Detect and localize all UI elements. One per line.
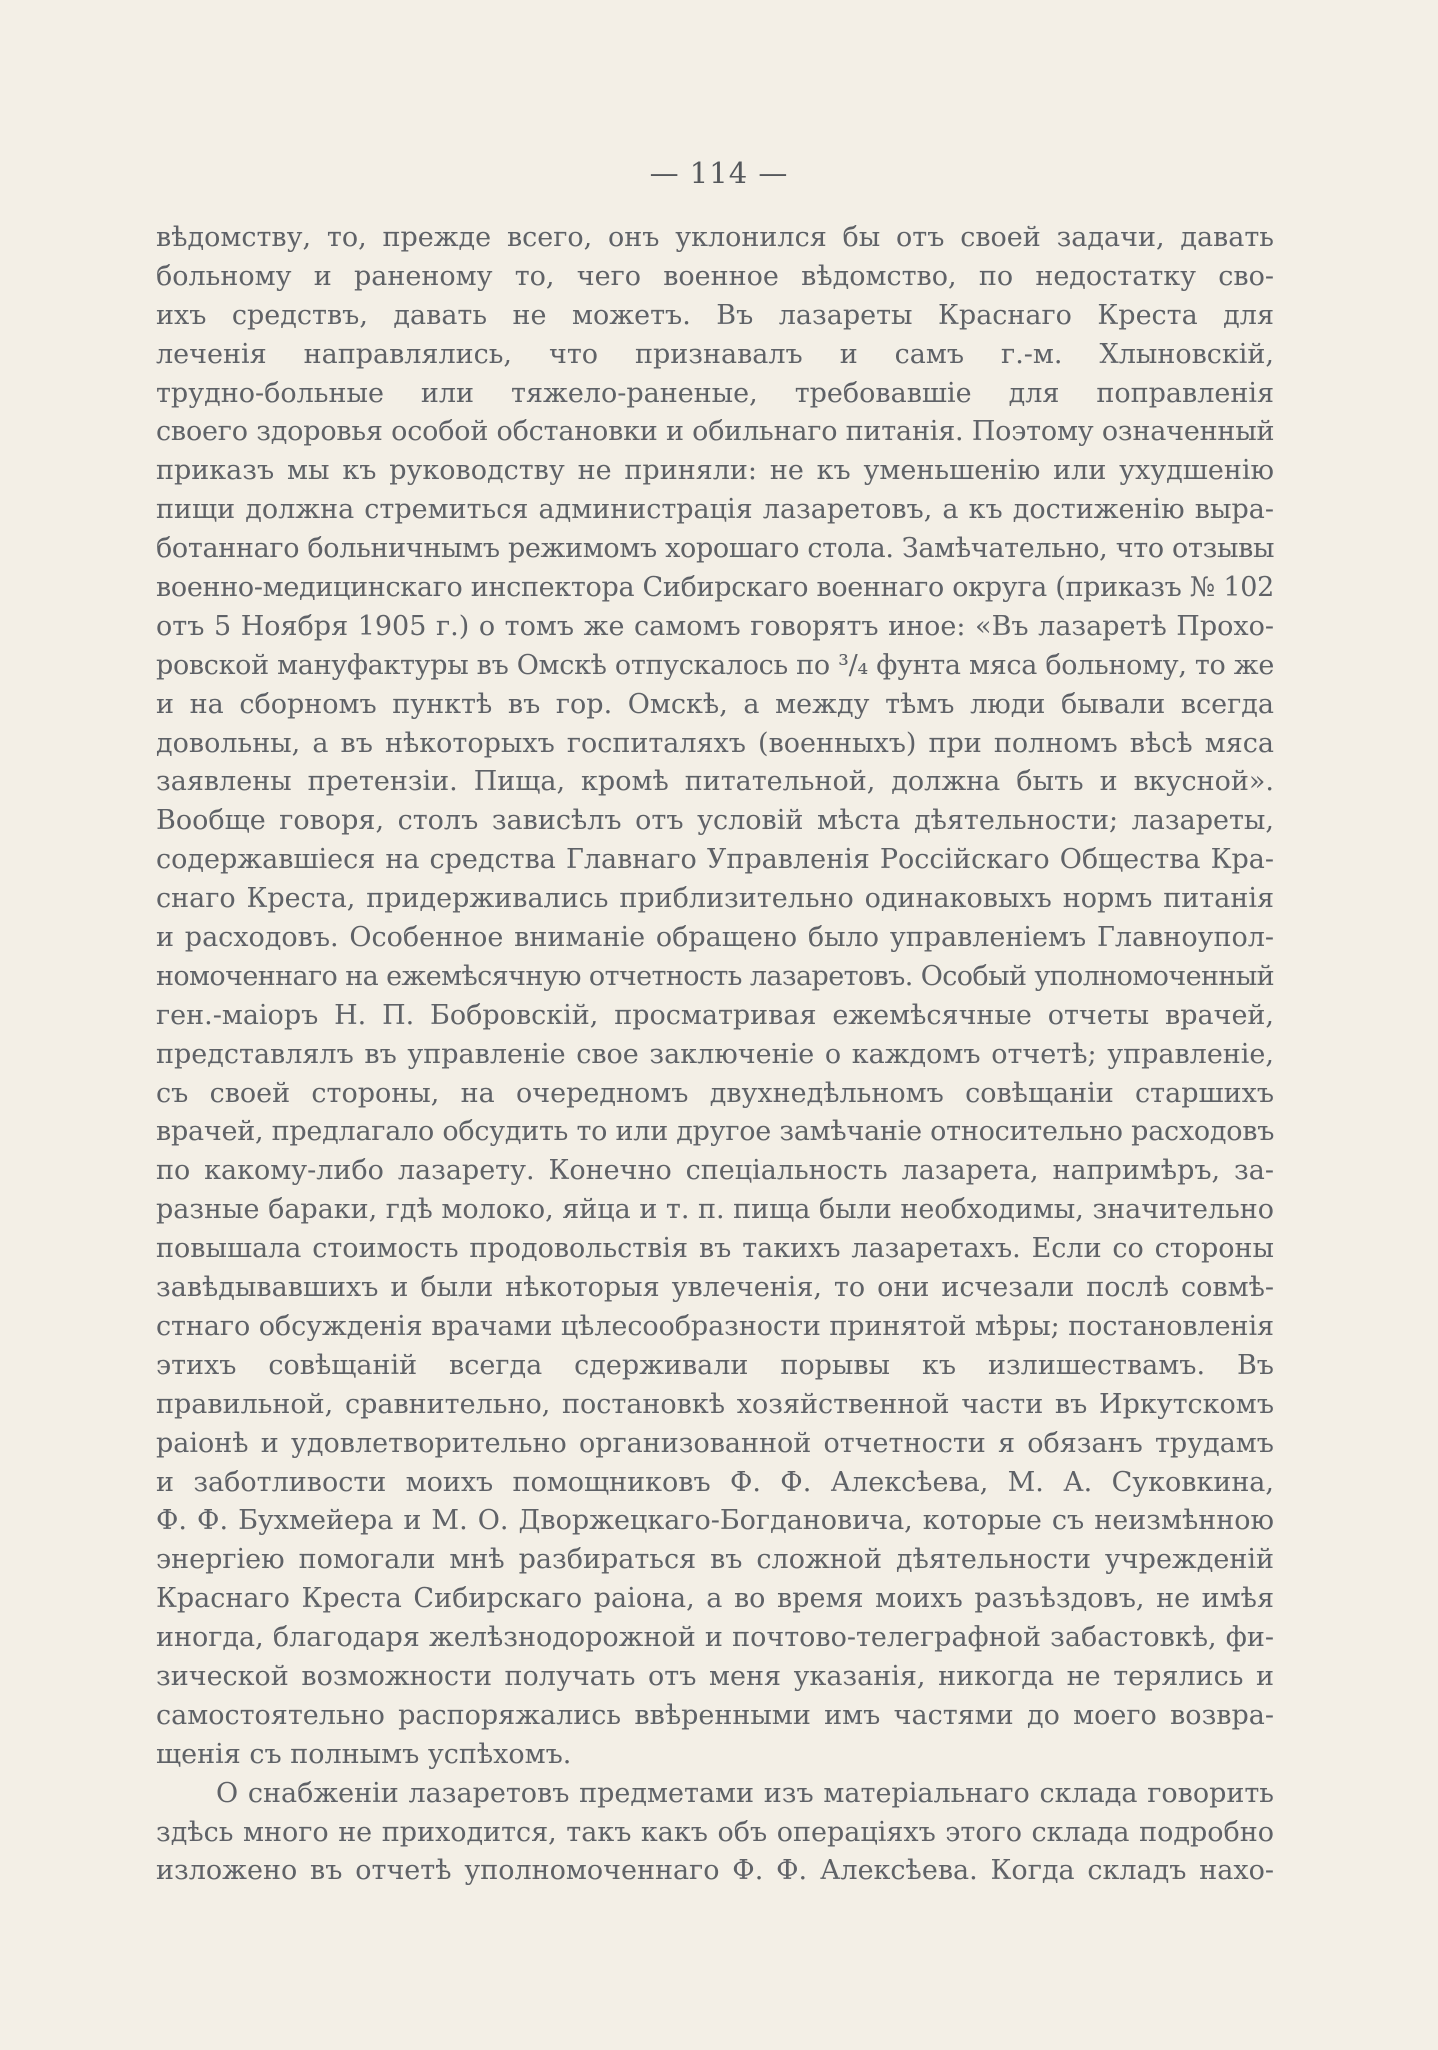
text-line: номоченнаго на ежемѣсячную отчетность лазаретовъ. Особый уполномоченный (156, 960, 1274, 992)
text-line: представлялъ въ управленіе свое заключеніе о каждомъ отчетѣ; управленіе, (156, 1038, 1274, 1070)
text-line: пищи должна стремиться администрація лазаретовъ, а къ достиженію выра- (156, 494, 1274, 526)
text-line: стнаго обсужденія врачами цѣлесообразности принятой мѣры; постановленія (156, 1310, 1274, 1342)
text-line: Краснаго Креста Сибирскаго раіона, а во время моихъ разъѣздовъ, не имѣя (156, 1583, 1274, 1615)
text-line: О снабженіи лазаретовъ предметами изъ матеріальнаго склада говорить (216, 1777, 1274, 1809)
text-line: иногда, благодаря желѣзнодорожной и почтово-телеграфной забастовкѣ, фи- (156, 1622, 1274, 1654)
text-line: изложено въ отчетѣ уполномоченнаго Ф. Ф. Алексѣева. Когда складъ нахо- (156, 1855, 1274, 1887)
text-line: съ своей стороны, на очередномъ двухнедѣльномъ совѣщаніи старшихъ (156, 1077, 1274, 1109)
text-line: снаго Креста, придерживались приблизительно одинаковыхъ нормъ питанія (156, 883, 1274, 915)
text-line: энергіею помогали мнѣ разбираться въ сложной дѣятельности учрежденій (156, 1544, 1274, 1576)
text-line: приказъ мы къ руководству не приняли: не къ уменьшенію или ухудшенію (156, 455, 1274, 487)
text-line: щенія съ полнымъ успѣхомъ. (156, 1738, 572, 1770)
text-line: вѣдомству, то, прежде всего, онъ уклонился бы отъ своей задачи, давать (156, 222, 1274, 253)
text-line: врачей, предлагало обсудить то или другое замѣчаніе относительно расходовъ (156, 1116, 1274, 1148)
text-line: раіонѣ и удовлетворительно организованной отчетности я обязанъ трудамъ (156, 1427, 1274, 1459)
text-line: ботаннаго больничнымъ режимомъ хорошаго стола. Замѣчательно, что отзывы (156, 533, 1274, 565)
text-line: по какому-либо лазарету. Конечно спеціальность лазарета, напримѣръ, за- (156, 1155, 1274, 1187)
page-number: — 114 — (649, 156, 789, 190)
text-line: и на сборномъ пунктѣ въ гор. Омскѣ, а между тѣмъ люди бывали всегда (156, 688, 1274, 720)
body-text (156, 219, 1274, 1891)
text-line: военно-медицинскаго инспектора Сибирскаго военнаго округа (приказъ № 102 (156, 572, 1274, 604)
text-line: больному и раненому то, чего военное вѣдомство, по недостатку сво- (156, 260, 1274, 292)
text-line: заявлены претензіи. Пища, кромѣ питательной, должна быть и вкусной». (156, 766, 1274, 798)
text-line: леченія направлялись, что признавалъ и самъ г.-м. Хлыновскій, (156, 338, 1274, 370)
text-line: Вообще говоря, столъ зависѣлъ отъ условій мѣста дѣятельности; лазареты, (156, 805, 1274, 837)
text-line: ровской мануфактуры въ Омскѣ отпускалось по ³/₄ фунта мяса больному, то же (156, 649, 1274, 681)
text-line: самостоятельно распоряжались ввѣренными имъ частями до моего возвра- (156, 1699, 1274, 1731)
text-line: отъ 5 Ноября 1905 г.) о томъ же самомъ говорятъ иное: «Въ лазаретѣ Прохо- (156, 610, 1274, 642)
text-line: этихъ совѣщаній всегда сдерживали порывы къ излишествамъ. Въ (156, 1349, 1274, 1381)
text-line: правильной, сравнительно, постановкѣ хозяйственной части въ Иркутскомъ (156, 1388, 1274, 1420)
text-line: зической возможности получать отъ меня указанія, никогда не терялись и (156, 1660, 1274, 1692)
text-line: своего здоровья особой обстановки и обильнаго питанія. Поэтому означенный (156, 416, 1274, 448)
text-line: здѣсь много не приходится, такъ какъ объ операціяхъ этого склада подробно (156, 1816, 1274, 1848)
text-line: трудно-больные или тяжело-раненые, требовавшіе для поправленія (156, 377, 1274, 409)
text-line: повышала стоимость продовольствія въ такихъ лазаретахъ. Если со стороны (156, 1233, 1274, 1265)
text-line: и заботливости моихъ помощниковъ Ф. Ф. Алексѣева, М. А. Суковкина, (156, 1466, 1274, 1498)
text-line: Ф. Ф. Бухмейера и М. О. Дворжецкаго-Богдановича, которые съ неизмѣнною (156, 1505, 1274, 1537)
text-line: довольны, а въ нѣкоторыхъ госпиталяхъ (военныхъ) при полномъ вѣсѣ мяса (156, 727, 1274, 759)
text-line: ген.-маіоръ Н. П. Бобровскій, просматривая ежемѣсячные отчеты врачей, (156, 999, 1274, 1031)
text-line: ихъ средствъ, давать не можетъ. Въ лазареты Краснаго Креста для (156, 299, 1274, 331)
text-line: разные бараки, гдѣ молоко, яйца и т. п. пища были необходимы, значительно (156, 1194, 1274, 1226)
text-line: завѣдывавшихъ и были нѣкоторыя увлеченія, то они исчезали послѣ совмѣ- (156, 1272, 1274, 1304)
text-line: содержавшіеся на средства Главнаго Управленія Россійскаго Общества Кра- (156, 844, 1274, 876)
text-line: и расходовъ. Особенное вниманіе обращено было управленіемъ Главноупол- (156, 922, 1274, 954)
